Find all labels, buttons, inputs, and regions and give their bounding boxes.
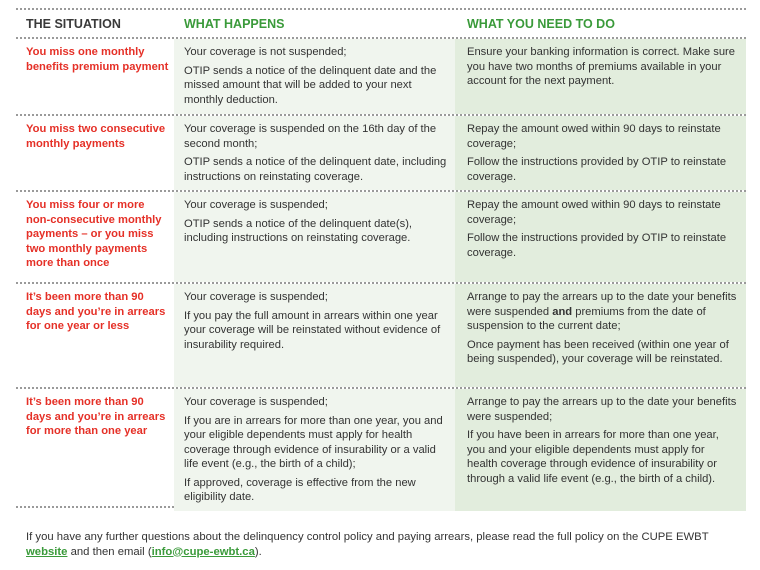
cell-paragraph: Your coverage is not suspended; — [184, 46, 347, 58]
situation-cell: You miss four or more non-consecutive monthly payments – or you miss two monthly payments more than once — [26, 199, 162, 269]
cell-paragraph: Once payment has been received (within one year of being suspended), your coverage will be reinstated. — [467, 338, 729, 365]
text-span: Arrange to pay the arrears up to the date your benefits were suspended — [467, 291, 737, 318]
what-happens-cell — [174, 284, 455, 387]
cell-paragraph: Repay the amount owed within 90 days to reinstate coverage; — [467, 123, 721, 150]
cell-paragraph: Ensure your banking information is correct. Make sure you have two months of premiums available in your account for the next payment. — [467, 46, 735, 87]
cell-paragraph: OTIP sends a notice of the delinquent date, including instructions on reinstating coverage. — [184, 156, 447, 183]
cell-paragraph: If you have been in arrears for more than one year, you and your eligible dependents must apply for health coverage through evidence of insurability or through a valid life event (e.g., the birth of a child). — [467, 429, 719, 485]
footer-text: If you have any further questions about the delinquency control policy and paying arrears, please read the full policy on the CUPE EWBT — [26, 531, 709, 543]
what-to-do-cell — [455, 39, 746, 114]
website-link[interactable]: website — [26, 545, 68, 558]
cell-paragraph: If you pay the full amount in arrears within one year your coverage will be reinstated without evidence of insurability required. — [184, 309, 441, 351]
cell-paragraph: If approved, coverage is effective from the new eligibility date. — [184, 476, 416, 503]
text-span: premiums from the date of suspension to the current date; — [467, 305, 706, 332]
situation-cell: It’s been more than 90 days and you’re in arrears for more than one year — [26, 396, 166, 437]
table-row — [16, 116, 746, 190]
what-happens-cell — [174, 116, 455, 190]
cell-paragraph: OTIP sends a notice of the delinquent date and the missed amount that will be added to your next monthly deduction. — [184, 64, 437, 106]
table-row — [16, 39, 746, 114]
table-header — [16, 10, 746, 37]
situation-cell: You miss one monthly benefits premium payment — [26, 46, 169, 73]
what-to-do-cell — [455, 284, 746, 387]
situation-cell: You miss two consecutive monthly payments — [26, 123, 166, 150]
cell-paragraph: Your coverage is suspended; — [184, 291, 328, 303]
table-row — [16, 192, 746, 282]
what-to-do-cell — [455, 192, 746, 282]
cell-paragraph: Your coverage is suspended on the 16th day of the second month; — [184, 123, 437, 150]
header-situation: THE SITUATION — [26, 17, 121, 31]
what-to-do-cell — [455, 389, 746, 511]
footer-text: ). — [254, 545, 262, 558]
situation-cell: It’s been more than 90 days and you’re in arrears for one year or less — [26, 291, 166, 332]
bold-and: and — [552, 305, 573, 318]
table-row — [16, 284, 746, 387]
footer-note — [26, 530, 746, 559]
footer-text: and then email ( — [67, 545, 152, 558]
email-link[interactable]: info@cupe-ewbt.ca — [151, 545, 255, 558]
delinquency-table — [16, 8, 746, 508]
cell-paragraph: Your coverage is suspended; — [184, 199, 328, 211]
cell-paragraph: Arrange to pay the arrears up to the date your benefits were suspended; — [467, 396, 737, 423]
cell-paragraph — [467, 290, 738, 334]
cell-paragraph: Follow the instructions provided by OTIP to reinstate coverage. — [467, 232, 727, 259]
what-happens-cell — [174, 192, 455, 282]
cell-paragraph: Follow the instructions provided by OTIP to reinstate coverage. — [467, 156, 727, 183]
table-row — [16, 389, 746, 506]
what-happens-cell — [174, 39, 455, 114]
what-happens-cell — [174, 389, 455, 511]
cell-paragraph: Your coverage is suspended; — [184, 396, 328, 408]
cell-paragraph: If you are in arrears for more than one year, you and your eligible dependents must apply for health coverage through evidence of insurability or a valid life event (e.g., the birth of a child); — [184, 414, 443, 470]
what-to-do-cell — [455, 116, 746, 190]
header-what-to-do: WHAT YOU NEED TO DO — [467, 17, 615, 31]
cell-paragraph: OTIP sends a notice of the delinquent date(s), including instructions on reinstating coverage. — [184, 217, 413, 244]
header-what-happens: WHAT HAPPENS — [184, 17, 285, 31]
cell-paragraph: Repay the amount owed within 90 days to reinstate coverage; — [467, 199, 721, 226]
